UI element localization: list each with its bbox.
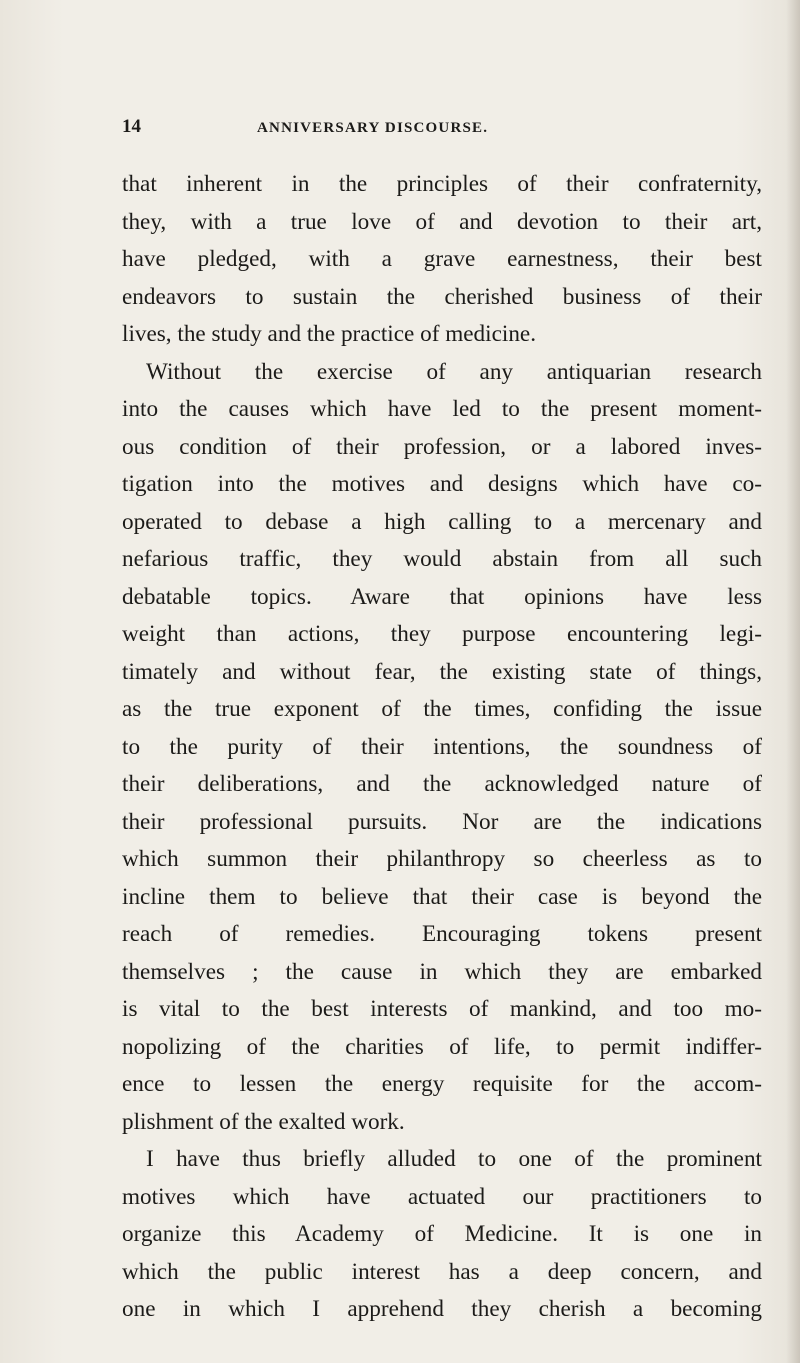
body-text: [122, 166, 762, 1329]
text-line: their professional pursuits. Nor are the indications: [122, 808, 762, 835]
text-line: I have thus briefly alluded to one of the prominent: [146, 1146, 762, 1172]
text-line: to the purity of their intentions, the soundness of: [122, 733, 762, 760]
text-line: debatable topics. Aware that opinions have less: [122, 583, 762, 610]
text-line: ous condition of their profession, or a labored inves-: [122, 433, 762, 460]
text-line: themselves ; the cause in which they are embarked: [122, 958, 762, 985]
text-line: reach of remedies. Encouraging tokens present: [122, 921, 762, 947]
text-line: weight than actions, they purpose encountering legi-: [122, 621, 762, 647]
text-line: their deliberations, and the acknowledged nature of: [122, 771, 762, 797]
text-line: as the true exponent of the times, confiding the issue: [122, 696, 762, 722]
text-line: ence to lessen the energy requisite for the accom-: [122, 1071, 762, 1097]
text-line: motives which have actuated our practitioners to: [122, 1183, 762, 1210]
text-line: tigation into the motives and designs which have co-: [122, 471, 762, 497]
page-header: [122, 116, 752, 140]
page-edge-shadow: [786, 0, 800, 1363]
text-line: nopolizing of the charities of life, to permit indiffer-: [122, 1033, 762, 1060]
text-line: one in which I apprehend they cherish a becoming: [122, 1296, 762, 1322]
running-head: ANNIVERSARY DISCOURSE.: [257, 120, 489, 136]
text-line: which summon their philanthropy so cheerless as to: [122, 846, 762, 872]
text-line: that inherent in the principles of their confraternity,: [122, 171, 762, 197]
page-number: 14: [122, 116, 141, 137]
text-line: nefarious traffic, they would abstain from all such: [122, 546, 762, 572]
text-line: operated to debase a high calling to a mercenary and: [122, 508, 762, 535]
text-line: timately and without fear, the existing state of things,: [122, 658, 762, 685]
text-line: organize this Academy of Medicine. It is one in: [122, 1221, 762, 1247]
text-line: Without the exercise of any antiquarian research: [146, 358, 762, 385]
text-line: have pledged, with a grave earnestness, their best: [122, 246, 762, 272]
text-line: is vital to the best interests of mankind, and too mo-: [122, 996, 762, 1022]
text-line: lives, the study and the practice of medicine.: [122, 321, 537, 347]
text-line: they, with a true love of and devotion to their art,: [122, 208, 762, 235]
text-line: plishment of the exalted work.: [122, 1108, 405, 1135]
text-line: which the public interest has a deep concern, and: [122, 1258, 762, 1285]
text-line: incline them to believe that their case is beyond the: [122, 883, 762, 910]
text-line: endeavors to sustain the cherished business of their: [122, 283, 762, 310]
text-line: into the causes which have led to the present moment-: [122, 396, 762, 422]
